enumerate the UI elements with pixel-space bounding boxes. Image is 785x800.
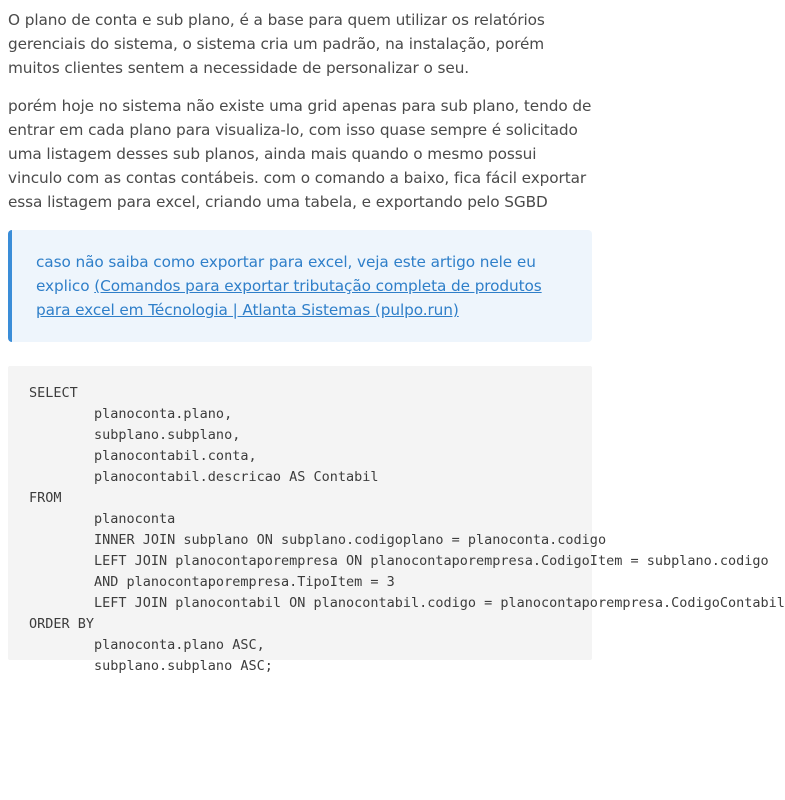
callout-text: caso não saiba como exportar para excel, veja este artigo nele eu explico — [36, 253, 536, 295]
article-body — [8, 8, 785, 674]
context-paragraph: porém hoje no sistema não existe uma grid apenas para sub plano, tendo de entrar em cada plano para visualiza-lo, com isso quase sempre é solicitado uma listagem desses sub planos, ainda mais quando o mesmo possui vinculo com as contas contábeis. com o comando a baixo, fica fácil exportar essa listagem para excel, criando uma tabela, e exportando pelo SGBD — [8, 97, 592, 211]
article-link[interactable]: (Comandos para exportar tributação completa de produtos para excel em Técnologia | Atlanta Sistemas (pulpo.run) — [36, 277, 542, 319]
code-line: FROM — [29, 490, 62, 506]
code-line: subplano.subplano, — [29, 427, 241, 443]
code-line: planocontabil.conta, — [29, 448, 257, 464]
code-line: subplano.subplano ASC; — [29, 658, 273, 674]
code-line: SELECT — [29, 385, 78, 401]
code-line: planoconta.plano ASC, — [29, 637, 265, 653]
info-callout — [8, 230, 592, 342]
code-line: planocontabil.descricao AS Contabil — [29, 469, 379, 485]
code-line: AND planocontaporempresa.TipoItem = 3 — [29, 574, 395, 590]
code-line: ORDER BY — [29, 616, 95, 632]
intro-paragraph: O plano de conta e sub plano, é a base para quem utilizar os relatórios gerenciais do sistema, o sistema cria um padrão, na instalação, porém muitos clientes sentem a necessidade de personalizar o seu. — [8, 11, 545, 77]
code-line: LEFT JOIN planocontabil ON planocontabil.codigo = planocontaporempresa.CodigoContabil — [29, 595, 785, 611]
code-line: LEFT JOIN planocontaporempresa ON planocontaporempresa.CodigoItem = subplano.codigo — [29, 553, 769, 569]
code-line: planoconta — [29, 511, 176, 527]
code-line: planoconta.plano, — [29, 406, 233, 422]
code-line: INNER JOIN subplano ON subplano.codigoplano = planoconta.codigo — [29, 532, 607, 548]
sql-code-block[interactable] — [8, 366, 785, 674]
